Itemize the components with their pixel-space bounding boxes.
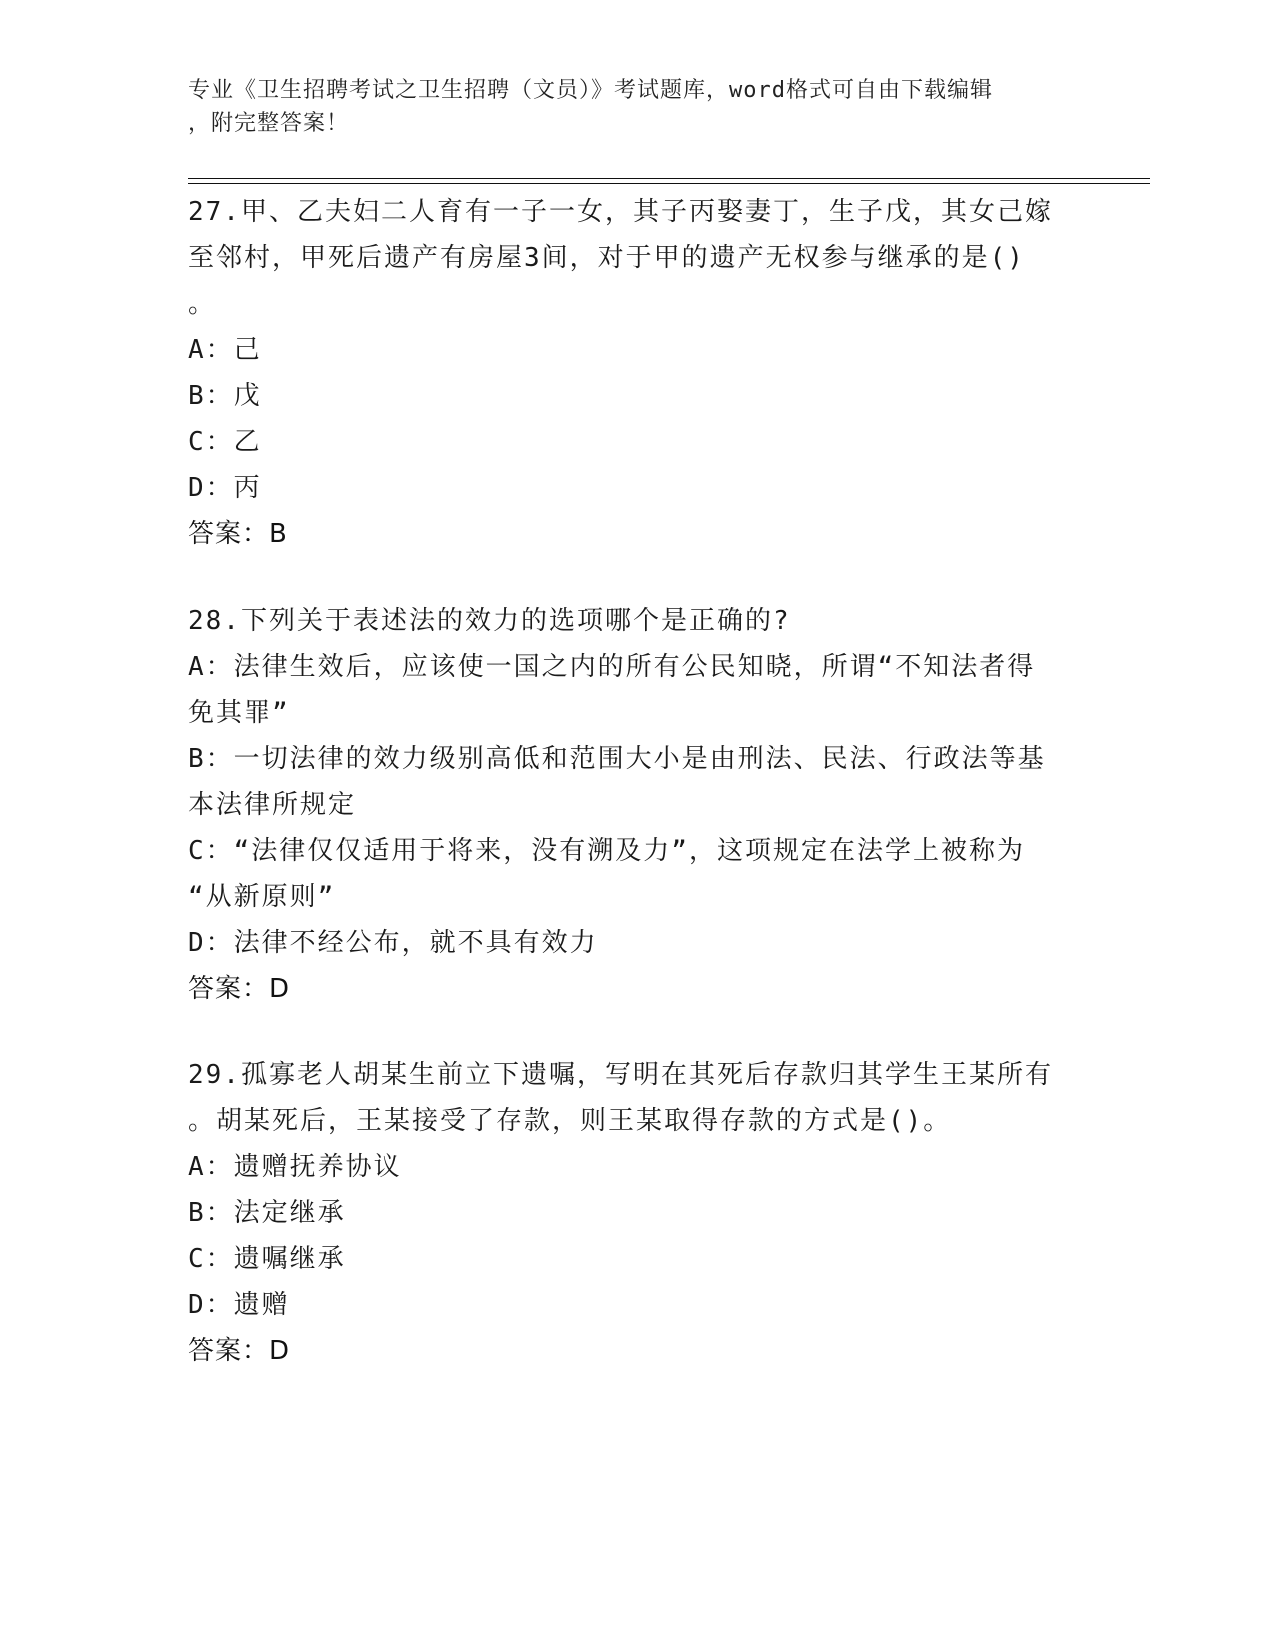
- option-a: [188, 644, 1088, 736]
- option-line: “从新原则”: [188, 882, 336, 912]
- option-b: B：法定继承: [188, 1198, 346, 1228]
- option-d: D：遗赠: [188, 1290, 290, 1320]
- answer: 答案：D: [188, 974, 291, 1004]
- answer: 答案：B: [188, 519, 288, 549]
- question-stem: [188, 1052, 1088, 1144]
- option-a: A：遗赠抚养协议: [188, 1152, 402, 1182]
- header-divider-top: [188, 178, 1150, 179]
- stem-line: 27.甲、乙夫妇二人育有一子一女，其子丙娶妻丁，生子戊，其女己嫁: [188, 197, 1053, 227]
- header-divider-bottom: [188, 183, 1150, 184]
- option-b: B：戊: [188, 381, 262, 411]
- option-line: A：法律生效后，应该使一国之内的所有公民知晓，所谓“不知法者得: [188, 652, 1036, 682]
- question-27: [188, 189, 1088, 557]
- option-c: C：遗嘱继承: [188, 1244, 346, 1274]
- stem-line: 29.孤寡老人胡某生前立下遗嘱，写明在其死后存款归其学生王某所有: [188, 1060, 1053, 1090]
- option-line: 免其罪”: [188, 698, 290, 728]
- option-b: [188, 736, 1088, 828]
- header-line-1: 专业《卫生招聘考试之卫生招聘（文员）》考试题库，word格式可自由下载编辑: [188, 78, 993, 103]
- question-28: [188, 598, 1088, 1012]
- option-d: D：法律不经公布，就不具有效力: [188, 928, 598, 958]
- question-stem: [188, 189, 1088, 327]
- question-stem: [188, 598, 1088, 644]
- stem-line: 至邻村，甲死后遗产有房屋3间，对于甲的遗产无权参与继承的是(): [188, 243, 1025, 273]
- option-a: A：己: [188, 335, 262, 365]
- option-line: B：一切法律的效力级别高低和范围大小是由刑法、民法、行政法等基: [188, 744, 1046, 774]
- question-29: [188, 1052, 1088, 1374]
- stem-line: 。胡某死后，王某接受了存款，则王某取得存款的方式是()。: [188, 1106, 952, 1136]
- option-line: 本法律所规定: [188, 790, 357, 820]
- header-line-2: ，附完整答案！: [188, 111, 350, 136]
- option-line: C：“法律仅仅适用于将来，没有溯及力”，这项规定在法学上被称为: [188, 836, 1025, 866]
- stem-line: 。: [188, 289, 217, 319]
- stem-line: 28.下列关于表述法的效力的选项哪个是正确的?: [188, 606, 791, 636]
- document-header: [188, 74, 1068, 140]
- answer: 答案：D: [188, 1336, 291, 1366]
- option-d: D：丙: [188, 473, 262, 503]
- option-c: [188, 828, 1088, 920]
- option-c: C：乙: [188, 427, 262, 457]
